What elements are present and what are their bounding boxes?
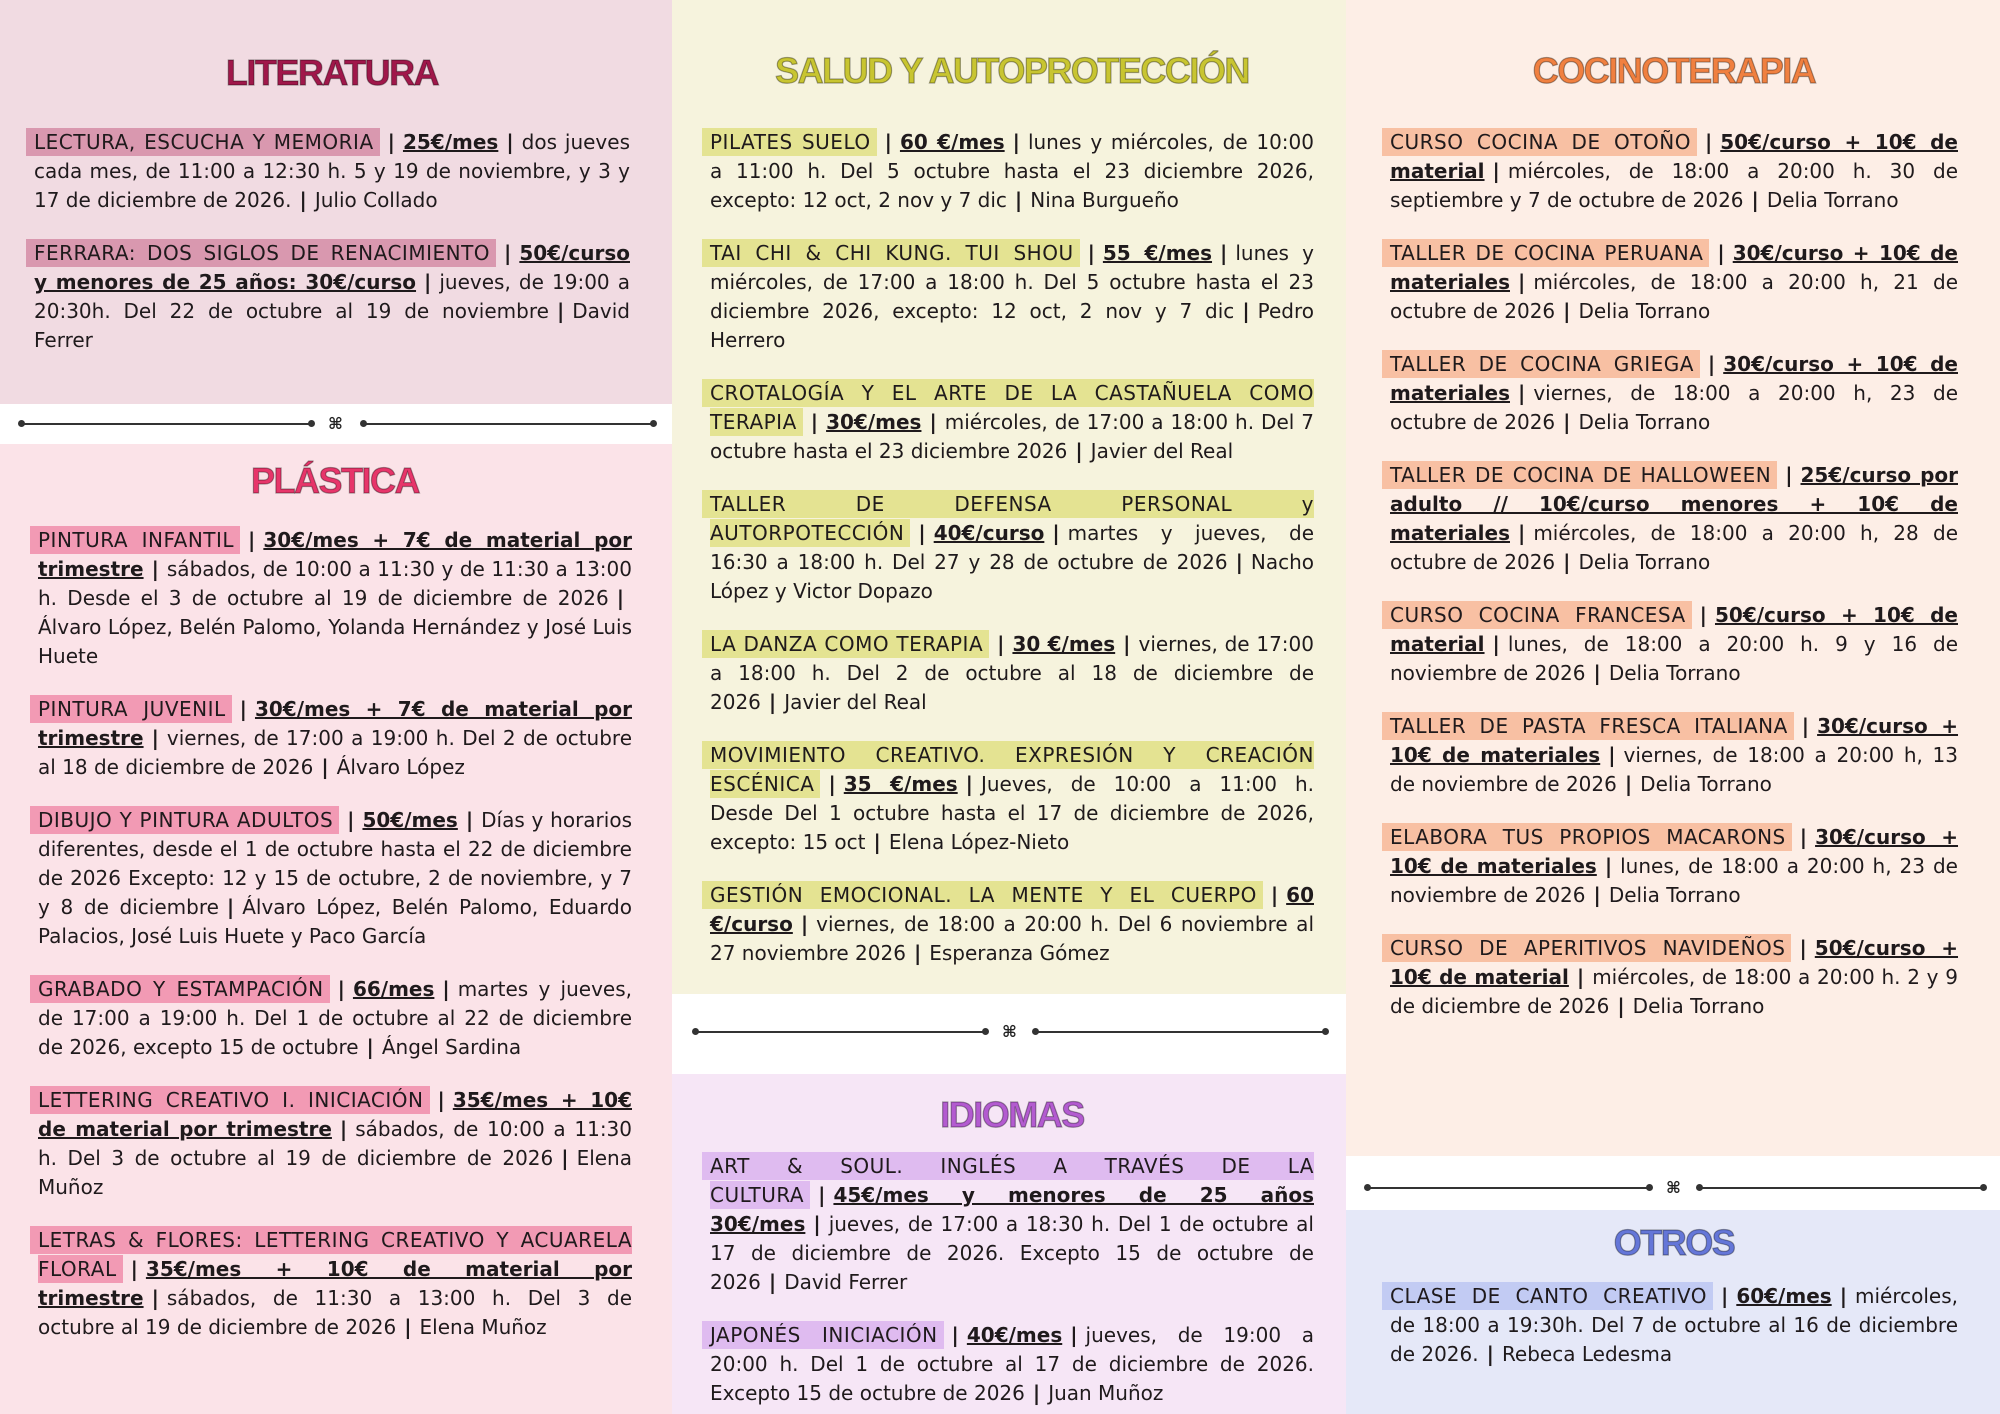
course-entry xyxy=(1390,601,1958,688)
course-entry xyxy=(710,490,1314,606)
course-entry xyxy=(1390,461,1958,577)
separator: | xyxy=(424,270,432,294)
course-name: FERRARA: DOS SIGLOS DE RENACIMIENTO xyxy=(26,239,496,267)
course-name: MOVIMIENTO CREATIVO. EXPRESIÓN Y CREACIÓN ESCÉNICA xyxy=(702,741,1314,798)
separator: | xyxy=(1563,299,1571,323)
separator: | xyxy=(913,941,922,965)
course-entry xyxy=(1390,128,1958,215)
separator: | xyxy=(1492,632,1500,656)
separator: | xyxy=(442,977,450,1001)
course-teacher: Delia Torrano xyxy=(1578,410,1711,434)
separator: | xyxy=(1707,352,1716,376)
course-teacher: Javier del Real xyxy=(1090,439,1234,463)
course-entry xyxy=(710,1152,1314,1297)
separator: | xyxy=(828,772,836,796)
divider-salud-idiomas xyxy=(672,1022,1346,1042)
separator: | xyxy=(768,1270,777,1294)
separator: | xyxy=(387,130,395,154)
course-teacher: Elena Muñoz xyxy=(38,1146,632,1199)
separator: | xyxy=(800,912,809,936)
course-teacher: Javier del Real xyxy=(784,690,927,714)
course-teacher: Delia Torrano xyxy=(1640,772,1772,796)
course-schedule: viernes, de 18:00 a 20:00 h, 23 de octubre de 2026 xyxy=(1390,381,1958,434)
course-teacher: Elena López-Nieto xyxy=(888,830,1070,854)
course-entry xyxy=(710,239,1314,355)
separator: | xyxy=(1270,883,1279,907)
separator: | xyxy=(1220,241,1228,265)
separator: | xyxy=(556,299,565,323)
course-schedule: miércoles, de 17:00 a 18:00 h. Del 7 octubre hasta el 23 diciembre 2026 xyxy=(710,410,1314,463)
course-price: 30€/curso + 10€ de materiales xyxy=(1390,714,1959,767)
course-price: 25€/curso por adulto // 10€/curso menores + 10€ de materiales xyxy=(1390,463,1958,545)
separator: | xyxy=(1704,130,1713,154)
course-name: PINTURA INFANTIL xyxy=(30,526,240,554)
course-teacher: Delia Torrano xyxy=(1608,661,1741,685)
separator: | xyxy=(1518,381,1526,405)
course-schedule: miércoles, de 18:00 a 20:00 h, 21 de octubre de 2026 xyxy=(1390,270,1958,323)
course-entry xyxy=(1390,350,1958,437)
course-schedule: viernes, de 17:00 a 18:00 h. Del 2 de octubre al 18 de diciembre de 2026 xyxy=(710,632,1314,714)
course-teacher: Nacho López y Victor Dopazo xyxy=(710,550,1314,603)
separator: | xyxy=(884,130,892,154)
course-teacher: Álvaro López, Belén Palomo, Eduardo Palacios, José Luis Huete y Paco García xyxy=(38,895,632,948)
course-schedule: sábados, de 10:00 a 11:30 y de 11:30 a 13:00 h. Desde el 3 de octubre al 19 de diciembre de 2026 xyxy=(38,557,632,610)
salud-course-list xyxy=(710,128,1314,968)
idiomas-course-list xyxy=(710,1152,1314,1408)
course-teacher: Esperanza Gómez xyxy=(929,941,1110,965)
course-teacher: Delia Torrano xyxy=(1632,994,1765,1018)
course-price: 50€/curso + 10€ de material xyxy=(1390,936,1959,989)
course-name: LECTURA, ESCUCHA Y MEMORIA xyxy=(26,128,380,156)
course-name: TALLER DE PASTA FRESCA ITALIANA xyxy=(1382,712,1794,740)
separator: | xyxy=(1839,1284,1847,1308)
otros-course-list xyxy=(1390,1282,1958,1369)
separator: | xyxy=(1617,994,1625,1018)
course-teacher: Delia Torrano xyxy=(1766,188,1899,212)
course-entry xyxy=(1390,1282,1958,1369)
course-entry xyxy=(38,806,632,951)
separator: | xyxy=(1518,270,1526,294)
course-name: TALLER DE COCINA GRIEGA xyxy=(1382,350,1700,378)
course-name: CROTALOGÍA Y EL ARTE DE LA CASTAÑUELA COMO TERAPIA xyxy=(702,379,1314,436)
course-price: 50€/curso + 10€ de material xyxy=(1390,130,1958,183)
course-name: CURSO COCINA FRANCESA xyxy=(1382,601,1692,629)
course-entry xyxy=(710,741,1314,857)
course-price: 50€/curso + 10€ de material xyxy=(1390,603,1958,656)
separator: | xyxy=(1576,965,1585,989)
separator: | xyxy=(1032,1381,1041,1405)
literatura-panel xyxy=(0,0,672,404)
course-entry xyxy=(1390,934,1958,1021)
course-schedule: lunes, de 18:00 a 20:00 h, 23 de noviembre de 2026 xyxy=(1390,854,1958,907)
idiomas-title: IDIOMAS xyxy=(940,1094,1084,1135)
separator: | xyxy=(873,830,881,854)
course-teacher: Álvaro López, Belén Palomo, Yolanda Hernández y José Luis Huete xyxy=(38,615,632,668)
course-name: CURSO DE APERITIVOS NAVIDEÑOS xyxy=(1382,934,1791,962)
course-teacher: David Ferrer xyxy=(784,1270,908,1294)
course-price: 50€/mes xyxy=(362,808,458,832)
cocinoterapia-course-list xyxy=(1390,128,1958,1021)
course-entry xyxy=(38,695,632,782)
separator: | xyxy=(1751,188,1759,212)
divider-mark: ⌘ xyxy=(328,414,343,433)
separator: | xyxy=(1785,463,1793,487)
separator: | xyxy=(506,130,514,154)
course-teacher: Delia Torrano xyxy=(1608,883,1741,907)
separator: | xyxy=(1123,632,1131,656)
separator: | xyxy=(337,977,345,1001)
course-schedule: miércoles, de 18:00 a 19:30h. Del 7 de octubre al 16 de diciembre de 2026. xyxy=(1390,1284,1958,1366)
course-price: 30€/curso + 10€ de materiales xyxy=(1390,352,1958,405)
course-name: TALLER DE COCINA PERUANA xyxy=(1382,239,1709,267)
divider-mark: ⌘ xyxy=(1002,1022,1017,1041)
course-name: LA DANZA COMO TERAPIA xyxy=(702,630,989,658)
separator: | xyxy=(299,188,307,212)
course-price: 60 €/mes xyxy=(899,130,1005,154)
course-name: LETRAS & FLORES: LETTERING CREATIVO Y ACUARELA FLORAL xyxy=(30,1226,632,1283)
course-price: 35€/mes + 10€ de material por trimestre xyxy=(38,1088,632,1141)
course-name: ELABORA TUS PROPIOS MACARONS xyxy=(1382,823,1792,851)
salud-panel xyxy=(672,0,1346,994)
course-schedule: lunes y miércoles, de 17:00 a 18:00 h. Del 5 octubre hasta el 23 diciembre 2026, excepto: 12 oct, 2 nov y 7 dic xyxy=(710,241,1314,323)
course-price: 50€/curso y menores de 25 años: 30€/curso xyxy=(34,241,630,294)
course-price: 30€/mes + 7€ de material por trimestre xyxy=(38,528,632,581)
course-entry xyxy=(34,128,630,215)
separator: | xyxy=(151,1286,159,1310)
separator: | xyxy=(997,632,1005,656)
course-price: 35€/mes + 10€ de material por trimestre xyxy=(38,1257,632,1310)
course-schedule: viernes, de 18:00 a 20:00 h, 13 de noviembre de 2026 xyxy=(1390,743,1958,796)
course-name: TALLER DE DEFENSA PERSONAL y AUTORPOTECCIÓN xyxy=(702,490,1314,547)
course-schedule: Días y horarios diferentes, desde el 1 de octubre hasta el 22 de diciembre de 2026 Excepto: 12 y 15 de octubre, 2 de noviembre, y 7 y 8 de diciembre xyxy=(38,808,632,919)
course-entry xyxy=(710,128,1314,215)
separator: | xyxy=(918,521,926,545)
plastica-title: PLÁSTICA xyxy=(251,460,419,501)
separator: | xyxy=(1604,854,1613,878)
course-price: 55 €/mes xyxy=(1102,241,1213,265)
separator: | xyxy=(1518,521,1526,545)
course-entry xyxy=(1390,712,1958,799)
separator: | xyxy=(1492,159,1500,183)
separator: | xyxy=(1242,299,1250,323)
course-price: 35 €/mes xyxy=(843,772,958,796)
course-schedule: viernes, de 18:00 a 20:00 h. Del 6 noviembre al 27 noviembre 2026 xyxy=(710,912,1314,965)
separator: | xyxy=(1699,603,1707,627)
separator: | xyxy=(321,755,329,779)
separator: | xyxy=(1235,550,1243,574)
otros-panel xyxy=(1346,1210,2000,1414)
separator: | xyxy=(239,697,247,721)
course-teacher: Pedro Herrero xyxy=(710,299,1314,352)
course-price: 30€/curso + 10€ de materiales xyxy=(1390,241,1959,294)
course-teacher: Delia Torrano xyxy=(1578,550,1711,574)
separator: | xyxy=(1801,714,1810,738)
separator: | xyxy=(561,1146,569,1170)
course-schedule: Jueves, de 10:00 a 11:00 h. Desde Del 1 octubre hasta el 17 de diciembre de 2026, excepto: 15 oct xyxy=(710,772,1314,854)
course-name: TALLER DE COCINA DE HALLOWEEN xyxy=(1382,461,1777,489)
course-entry xyxy=(38,1226,632,1342)
course-entry xyxy=(710,1321,1314,1408)
plastica-panel xyxy=(0,444,672,1414)
divider-mark: ⌘ xyxy=(1666,1178,1681,1197)
separator: | xyxy=(951,1323,959,1347)
course-schedule: miércoles, de 18:00 a 20:00 h, 28 de octubre de 2026 xyxy=(1390,521,1958,574)
separator: | xyxy=(818,1183,826,1207)
separator: | xyxy=(1593,661,1601,685)
separator: | xyxy=(1799,936,1807,960)
course-teacher: Nina Burgueño xyxy=(1030,188,1179,212)
course-price: 40€/mes xyxy=(966,1323,1063,1347)
separator: | xyxy=(965,772,973,796)
literatura-title: LITERATURA xyxy=(225,52,439,93)
course-name: TAI CHI & CHI KUNG. TUI SHOU xyxy=(702,239,1080,267)
separator: | xyxy=(1563,410,1571,434)
otros-title: OTROS xyxy=(1613,1222,1735,1263)
course-price: 30€/curso + 10€ de materiales xyxy=(1390,825,1959,878)
course-price: 60 €/curso xyxy=(710,883,1314,936)
course-schedule: miércoles, de 18:00 a 20:00 h. 30 de septiembre y 7 de octubre de 2026 xyxy=(1390,159,1958,212)
course-name: GESTIÓN EMOCIONAL. LA MENTE Y EL CUERPO xyxy=(702,881,1263,909)
course-teacher: Julio Collado xyxy=(314,188,438,212)
separator: | xyxy=(1075,439,1083,463)
divider-cocina-otros xyxy=(1346,1178,2000,1198)
course-teacher: Juan Muñoz xyxy=(1048,1381,1164,1405)
course-name: CLASE DE CANTO CREATIVO xyxy=(1382,1282,1713,1310)
course-teacher: Delia Torrano xyxy=(1578,299,1711,323)
idiomas-panel xyxy=(672,1074,1346,1414)
course-entry xyxy=(710,379,1314,466)
separator: | xyxy=(1721,1284,1729,1308)
course-price: 30 €/mes xyxy=(1012,632,1116,656)
separator: | xyxy=(151,726,159,750)
course-teacher: David Ferrer xyxy=(34,299,630,352)
course-entry xyxy=(34,239,630,355)
course-name: GRABADO Y ESTAMPACIÓN xyxy=(30,975,330,1003)
separator: | xyxy=(248,528,256,552)
separator: | xyxy=(1608,743,1616,767)
salud-title: SALUD Y AUTOPROTECCIÓN xyxy=(775,50,1249,91)
separator: | xyxy=(768,690,777,714)
course-price: 25€/mes xyxy=(402,130,499,154)
course-price: 30€/mes + 7€ de material por trimestre xyxy=(38,697,632,750)
separator: | xyxy=(1486,1342,1494,1366)
course-price: 40€/curso xyxy=(933,521,1045,545)
course-teacher: Ángel Sardina xyxy=(381,1035,522,1059)
divider-literatura-plastica xyxy=(0,414,672,434)
course-schedule: miércoles, de 18:00 a 20:00 h. 2 y 9 de diciembre de 2026 xyxy=(1390,965,1958,1018)
course-schedule: lunes, de 18:00 a 20:00 h. 9 y 16 de noviembre de 2026 xyxy=(1390,632,1958,685)
separator: | xyxy=(1012,130,1020,154)
separator: | xyxy=(465,808,474,832)
plastica-course-list xyxy=(38,526,632,1342)
course-schedule: sábados, de 11:30 a 13:00 h. Del 3 de octubre al 19 de diciembre de 2026 xyxy=(38,1286,632,1339)
course-entry xyxy=(38,1086,632,1202)
separator: | xyxy=(1717,241,1725,265)
separator: | xyxy=(339,1117,348,1141)
separator: | xyxy=(616,586,624,610)
course-teacher: Elena Muñoz xyxy=(419,1315,547,1339)
course-entry xyxy=(38,975,632,1062)
course-name: LETTERING CREATIVO I. INICIACIÓN xyxy=(30,1086,430,1114)
separator: | xyxy=(1052,521,1060,545)
course-entry xyxy=(710,630,1314,717)
separator: | xyxy=(366,1035,374,1059)
separator: | xyxy=(404,1315,412,1339)
course-entry xyxy=(710,881,1314,968)
separator: | xyxy=(810,410,819,434)
course-schedule: jueves, de 19:00 a 20:30h. Del 22 de octubre al 19 de noviembre xyxy=(34,270,630,323)
course-name: ART & SOUL. INGLÉS A TRAVÉS DE LA CULTURA xyxy=(702,1152,1314,1209)
cocinoterapia-title: COCINOTERAPIA xyxy=(1532,50,1816,91)
separator: | xyxy=(1563,550,1571,574)
separator: | xyxy=(151,557,159,581)
course-name: JAPONÉS INICIACIÓN xyxy=(702,1321,944,1349)
course-schedule: jueves, de 19:00 a 20:00 h. Del 1 de octubre al 17 de diciembre de 2026. Excepto 15 de octubre de 2026 xyxy=(710,1323,1314,1405)
separator: | xyxy=(1624,772,1633,796)
separator: | xyxy=(1799,825,1808,849)
separator: | xyxy=(813,1212,821,1236)
literatura-course-list xyxy=(34,128,630,355)
course-schedule: dos jueves cada mes, de 11:00 a 12:30 h. 5 y 19 de noviembre, y 3 y 17 de diciembre de 2026. xyxy=(34,130,630,212)
separator: | xyxy=(929,410,937,434)
separator: | xyxy=(226,895,235,919)
course-entry xyxy=(1390,823,1958,910)
course-entry xyxy=(1390,239,1958,326)
course-schedule: martes y jueves, de 17:00 a 19:00 h. Del 1 de octubre al 22 de diciembre de 2026, excepto 15 de octubre xyxy=(38,977,632,1059)
separator: | xyxy=(1014,188,1023,212)
separator: | xyxy=(1087,241,1095,265)
separator: | xyxy=(347,808,355,832)
course-name: PILATES SUELO xyxy=(702,128,877,156)
separator: | xyxy=(437,1088,445,1112)
course-schedule: sábados, de 10:00 a 11:30 h. Del 3 de octubre al 19 de diciembre de 2026 xyxy=(38,1117,633,1170)
course-price: 66/mes xyxy=(352,977,435,1001)
course-schedule: martes y jueves, de 16:30 a 18:00 h. Del 27 y 28 de octubre de 2026 xyxy=(710,521,1314,574)
course-teacher: Álvaro López xyxy=(336,755,465,779)
separator: | xyxy=(130,1257,138,1281)
separator: | xyxy=(1070,1323,1078,1347)
cocinoterapia-panel xyxy=(1346,0,2000,1156)
course-teacher: Rebeca Ledesma xyxy=(1501,1342,1673,1366)
separator: | xyxy=(1593,883,1601,907)
course-name: PINTURA JUVENIL xyxy=(30,695,232,723)
course-price: 60€/mes xyxy=(1736,1284,1832,1308)
course-entry xyxy=(38,526,632,671)
course-price: 30€/mes xyxy=(826,410,922,434)
separator: | xyxy=(504,241,512,265)
course-price: 45€/mes y menores de 25 años 30€/mes xyxy=(710,1183,1314,1236)
course-name: DIBUJO Y PINTURA ADULTOS xyxy=(30,806,339,834)
course-schedule: viernes, de 17:00 a 19:00 h. Del 2 de octubre al 18 de diciembre de 2026 xyxy=(38,726,632,779)
course-name: CURSO COCINA DE OTOÑO xyxy=(1382,128,1697,156)
course-schedule: lunes y miércoles, de 10:00 a 11:00 h. Del 5 octubre hasta el 23 diciembre 2026, excepto: 12 oct, 2 nov y 7 dic xyxy=(710,130,1314,212)
course-schedule: jueves, de 17:00 a 18:30 h. Del 1 de octubre al 17 de diciembre de 2026. Excepto 15 de octubre de 2026 xyxy=(710,1212,1314,1294)
